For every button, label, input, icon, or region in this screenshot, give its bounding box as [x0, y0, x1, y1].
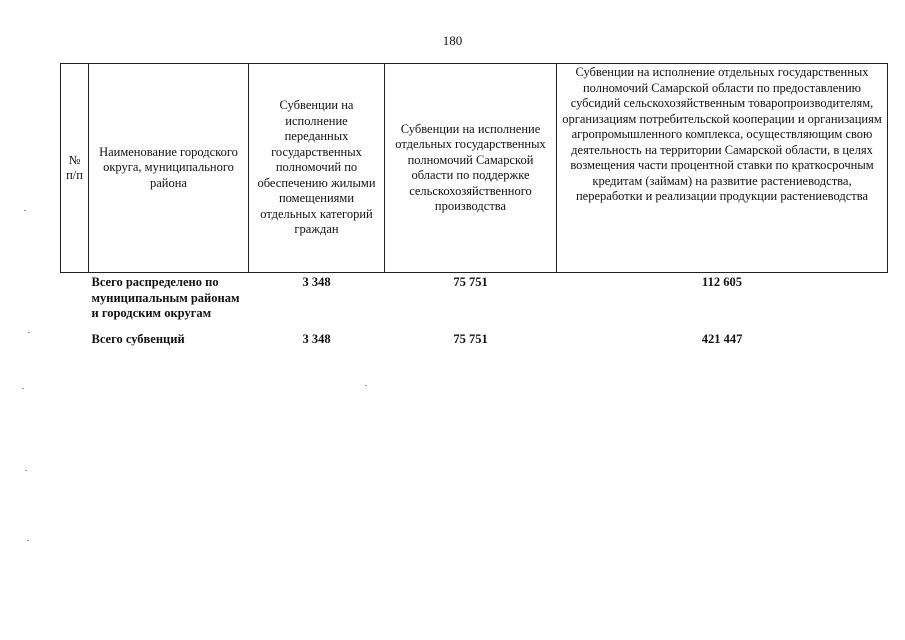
row-value-interest-rate: 421 447	[701, 331, 743, 346]
page-number: 180	[442, 33, 463, 48]
header-agriculture-subventions: Субвенции на исполнение отдельных государственных полномочий Самарской области по поддержке сельскохозяйственного производства	[385, 64, 557, 273]
row-value-agriculture: 75 751	[453, 331, 488, 346]
row-value-agriculture: 75 751	[453, 275, 488, 289]
header-interest-rate-subventions: Субвенции на исполнение отдельных государственных полномочий Самарской области по предоставлению субсидий сельскохозяйственным товаропроизводителям, организациям потребительской кооперации и организациям агропромышленного комплекса, осуществляющим свою деятельность на территории Самарской области, в целях возмещения части процентной ставки по краткосрочным кредитам (займам) на развитие растениеводства, переработки и реализации продукции растениеводства	[557, 64, 888, 273]
table-header-row	[61, 64, 888, 273]
table-row	[61, 324, 888, 350]
row-value-housing: 3 348	[302, 331, 331, 346]
row-label: Всего субвенций	[91, 331, 185, 346]
header-number: № п/п	[61, 64, 89, 273]
header-housing-subventions: Субвенции на исполнение переданных государственных полномочий по обеспечению жилыми помещениями отдельных категорий граждан	[249, 64, 385, 273]
row-number-cell	[61, 324, 89, 350]
row-value-interest-rate: 112 605	[702, 275, 742, 289]
header-name: Наименование городского округа, муниципального района	[89, 64, 249, 273]
row-label: Всего распределено по муниципальным районам и городским округам	[91, 275, 240, 320]
scan-speck	[28, 332, 30, 333]
scan-speck	[24, 210, 26, 211]
row-number-cell	[61, 273, 89, 324]
scan-speck	[25, 470, 27, 471]
scan-speck	[22, 388, 24, 389]
scan-speck	[27, 540, 29, 541]
table-row	[61, 273, 888, 324]
subventions-table	[60, 63, 888, 349]
scan-speck	[365, 385, 367, 386]
row-value-housing: 3 348	[302, 275, 331, 289]
